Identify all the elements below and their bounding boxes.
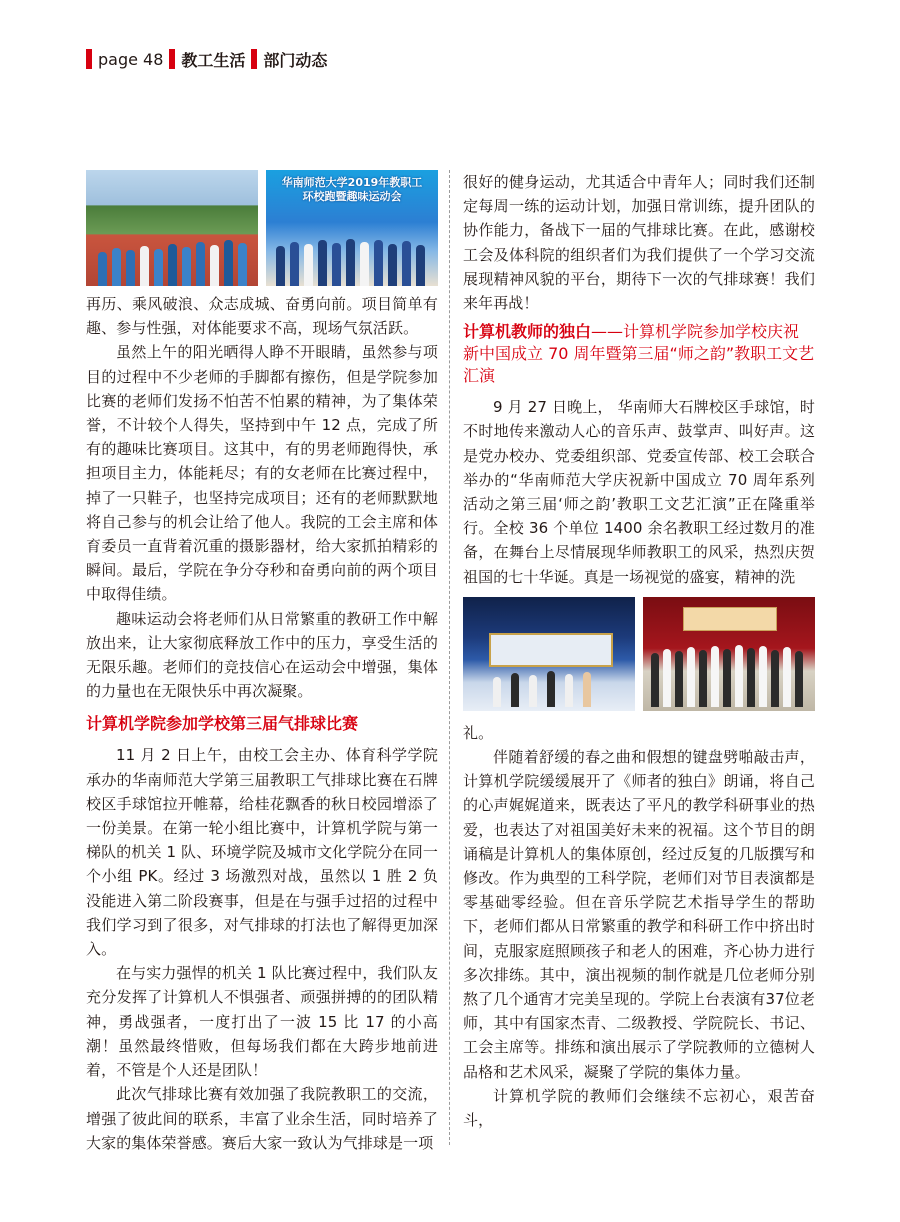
sports-parade-photo	[86, 170, 258, 286]
group-crowd	[266, 236, 438, 286]
stage-screen	[489, 633, 613, 667]
page-number: page 48	[98, 49, 164, 69]
performance-photo-row	[463, 597, 815, 711]
banner-caption-line-2: 环校跑暨趣味运动会	[302, 190, 402, 203]
body-paragraph: 再历、乘风破浪、众志成城、奋勇向前。项目简单有趣、参与性强，对体能要求不高，现场气氛活跃。	[86, 295, 438, 338]
section-title-performance	[463, 321, 815, 387]
banner-caption-line-1: 华南师范大学2019年教职工	[281, 176, 423, 189]
section-title-rest: ——计算机学院参加学校庆祝新中国成立 70 周年暨第三届“师之韵”教职工文艺汇演	[463, 322, 815, 386]
right-column	[463, 170, 815, 1132]
body-paragraph: 9 月 27 日晚上， 华南师大石牌校区手球馆，时不时地传来激动人心的音乐声、鼓掌声、叫好声。这是党办校办、党委组织部、党委宣传部、校工会联合举办的“华南师范大学庆祝新中国成立 70 周年系列活动之第三届‘师之韵’教职工文艺汇演”正在隆重举行。全校 36 个单位 1400 余名教职工经过数月的准备，在舞台上尽情展现华师教职工的风采，热烈庆贺祖国的七十华诞。真是一场视觉的盛宴，精神的洗	[463, 398, 815, 586]
header-bar-marker	[86, 49, 92, 69]
teachers-group-photo	[643, 597, 815, 711]
body-paragraph: 伴随着舒缓的春之曲和假想的键盘劈啪敲击声，计算机学院缓缓展开了《师者的独白》朗诵，将自己的心声娓娓道来，既表达了平凡的教学科研事业的热爱，也表达了对祖国美好未来的祝福。这个节目的朗诵稿是计算机人的集体原创，经过反复的几版撰写和修改。作为典型的工科学院，老师们对节目表演都是零基础零经验。但在音乐学院艺术指导学生的帮助下，老师们都从日常繁重的教学和科研工作中挤出时间，克服家庭照顾孩子和老人的困难，齐心协力进行多次排练。其中，演出视频的制作就是几位老师分别熬了几个通宵才完美呈现的。学院上台表演有37位老师，其中有国家杰青、二级教授、学院院长、书记、工会主席等。排练和演出展示了学院教师的立德树人品格和艺术风采，凝聚了学院的集体力量。	[463, 748, 815, 1081]
body-paragraph: 虽然上午的阳光晒得人睁不开眼睛，虽然参与项目的过程中不少老师的手脚都有擦伤，但是学院参加比赛的老师们发扬不怕苦不怕累的精神，为了集体荣誉，不计较个人得失，坚持到中午 12 点，完成了所有的趣味比赛项目。这其中，有的男老师跑得快，承担项目主力，体能耗尽；有的女老师在比赛过程中，掉了一只鞋子，也坚持完成项目；还有的老师默默地将自己参与的机会让给了他人。我院的工会主席和体育委员一直背着沉重的摄影器材，给大家抓拍精彩的瞬间。最后，学院在争分夺秒和奋勇向前的两个项目中取得佳绩。	[86, 343, 438, 604]
left-column	[86, 170, 438, 1155]
stage-performance-photo	[463, 597, 635, 711]
header-bar-marker	[169, 49, 175, 69]
body-paragraph: 此次气排球比赛有效加强了我院教职工的交流，增强了彼此间的联系，丰富了业余生活，同时培养了大家的集体荣誉感。赛后大家一致认为气排球是一项	[86, 1085, 438, 1152]
section-title-volleyball: 计算机学院参加学校第三届气排球比赛	[86, 714, 359, 734]
body-paragraph: 计算机学院的教师们会继续不忘初心，艰苦奋斗，	[463, 1086, 815, 1130]
body-paragraph: 11 月 2 日上午，由校工会主办、体育科学学院承办的华南师范大学第三届教职工气排球比赛在石牌校区手球馆拉开帷幕，给桂花飘香的秋日校园增添了一份美景。在第一轮小组比赛中，计算机学院与第一梯队的机关 1 队、环境学院及城市文化学院分在同一个小组 PK。经过 3 场激烈对战，虽然以 1 胜 2 负没能进入第二阶段赛事，但是在与强手过招的过程中我们学习到了很多，对气排球的打法也了解得更加深入。	[86, 746, 438, 959]
sports-event-banner-photo	[266, 170, 438, 286]
header-section: 教工生活	[181, 50, 246, 70]
page-header	[86, 48, 333, 70]
parade-crowd	[86, 236, 258, 286]
group-photo-banner	[683, 607, 777, 631]
section-title-bold: 计算机教师的独白	[463, 322, 592, 342]
top-photo-row	[86, 170, 438, 286]
body-paragraph: 很好的健身运动，尤其适合中青年人；同时我们还制定每周一练的运动计划，加强日常训练，提升团队的协作能力，备战下一届的气排球比赛。在此，感谢校工会及体科院的组织者们为我们提供了一个学习交流展现精神风貌的平台，期待下一次的气排球赛！我们来年再战！	[463, 173, 815, 313]
header-subsection: 部门动态	[263, 50, 328, 70]
body-paragraph: 在与实力强悍的机关 1 队比赛过程中，我们队友充分发挥了计算机人不惧强者、顽强拼搏的的团队精神，勇战强者，一度打出了一波 15 比 17 的小高潮！虽然最终惜败，但每场我们都在大跨步地前进着，不管是个人还是团队！	[86, 964, 438, 1080]
column-divider	[449, 170, 450, 1145]
banner-caption	[266, 176, 438, 204]
body-paragraph-continuation: 礼。	[463, 723, 494, 742]
header-bar-marker	[251, 49, 257, 69]
body-paragraph: 趣味运动会将老师们从日常繁重的教研工作中解放出来，让大家彻底释放工作中的压力，享受生活的无限乐趣。老师们的竞技信心在运动会中增强，集体的力量也在无限快乐中再次凝聚。	[86, 609, 438, 701]
